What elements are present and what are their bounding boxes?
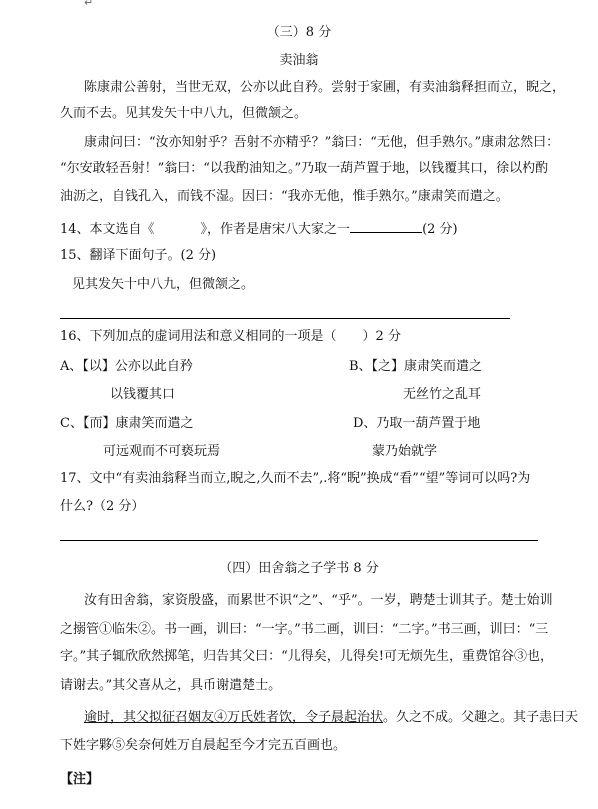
underlined-sentence: 逾时，其父拟征召姻友④万氏姓者饮，令子晨起治状	[84, 710, 384, 725]
question-17-line1: 17、文中“有卖油翁释当而立,睨之,久而不去”,.将“睨”换成“看”“望”等词可以吗?为	[60, 471, 531, 486]
passage-line: 下姓字夥⑤矣奈何姓万自晨起至今才完五百画也。	[60, 738, 347, 753]
passage-continuation: 。久之不成。父趣之。其子恚曰天	[383, 710, 579, 725]
question-14	[60, 219, 458, 239]
passage-line: 陈康肃公善射，当世无双，公亦以此自矜。尝射于家圃，有卖油翁释担而立，睨之，	[84, 80, 566, 95]
q15-sentence: 见其发矢十中八九，但微颔之。	[72, 277, 255, 292]
passage-title: 卖油翁	[279, 53, 319, 68]
option-d: D、乃取一葫芦置于地	[353, 416, 481, 431]
paragraph-mark: ↵	[84, 0, 94, 9]
option-b: B、【之】康肃笑而遣之	[349, 359, 483, 374]
question-17-line2: 什么?（2 分）	[60, 499, 145, 514]
q14-mid: 》，作者是唐宋八大家之一	[200, 222, 351, 237]
option-d-compare: 蒙乃始就学	[372, 444, 438, 459]
option-b-compare: 无丝竹之乱耳	[403, 387, 482, 402]
option-a-compare: 以钱覆其口	[110, 387, 176, 402]
passage-line: 油沥之，自钱孔入，而钱不湿。因曰：“我亦无他，惟手熟尔。”康肃笑而遣之。	[60, 189, 509, 204]
passage-line: 请谢去。”其父喜从之，具币谢遣楚士。	[60, 678, 282, 693]
passage-line: 之搦管①临朱②。书一画，训曰：“一字。”书二画，训曰：“二字。”书三画，训曰：“三	[60, 622, 549, 637]
q14-author-blank	[350, 219, 422, 233]
section-3-heading: （三）8 分	[266, 25, 332, 40]
section-4-heading: （四）田舍翁之子学书 8 分	[219, 561, 379, 576]
passage-line: 汝有田舍翁，家资殷盛，而累世不识“之”、“乎”。一岁，聘楚士训其子。楚士始训	[84, 593, 553, 608]
question-15: 15、翻译下面句子。(2 分)	[60, 248, 217, 263]
option-c: C、【而】康肃笑而遣之	[60, 416, 194, 431]
answer-line	[60, 318, 510, 319]
question-16: 16、下列加点的虚词用法和意义相同的一项是（ ）2 分	[60, 329, 401, 344]
passage-line	[84, 709, 578, 727]
passage-line: 康肃问曰：“汝亦知射乎？吾射不亦精乎？”翁曰：“无他，但手熟尔。”康肃忿然曰：	[84, 135, 560, 150]
q14-suffix: (2 分)	[422, 222, 458, 237]
q14-prefix: 14、本文选自《	[60, 222, 155, 237]
passage-line: “尔安敢轻吾射！”翁曰：“以我酌油知之。”乃取一葫芦置于地，以钱覆其口，徐以杓酌	[60, 161, 549, 176]
answer-line	[60, 540, 538, 541]
option-c-compare: 可远观而不可亵玩焉	[103, 444, 221, 459]
notes-label: 【注】	[60, 772, 100, 787]
passage-line: 久而不去。见其发矢十中八九，但微颔之。	[60, 106, 308, 121]
passage-line: 字。”其子辄欣欣然掷笔，归告其父曰：“儿得矣，儿得矣!可无烦先生，重费馆谷③也，	[60, 649, 554, 664]
option-a: A、【以】公亦以此自矜	[60, 359, 193, 374]
